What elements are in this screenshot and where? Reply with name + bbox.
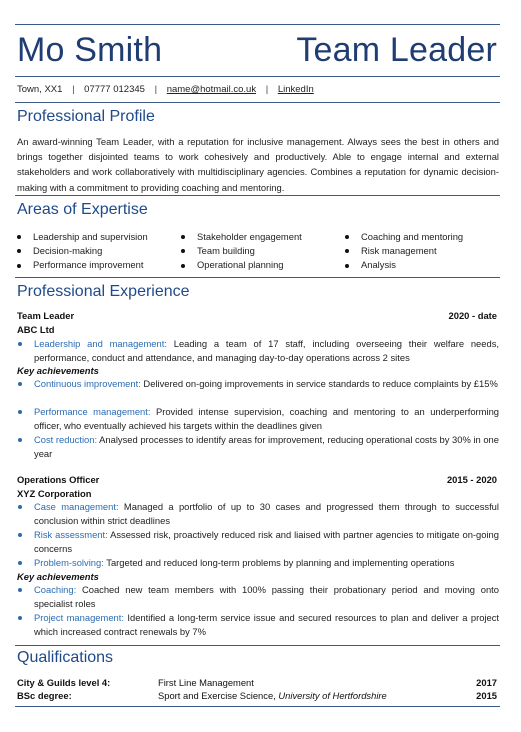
job-title: Team Leader [296,31,497,69]
bullet-icon [345,235,349,239]
duty-item [17,500,499,528]
expertise-column [345,230,463,273]
job-role: Team Leader [17,310,75,321]
bullet-icon [18,616,22,620]
divider [15,24,500,25]
job-header [17,310,497,321]
email-link[interactable]: name@hotmail.co.uk [166,84,257,95]
expertise-column [17,230,181,273]
linkedin-link[interactable]: LinkedIn [277,84,314,95]
achievement-item [17,611,499,639]
bullet-icon [18,410,22,414]
bullet-icon [345,264,349,268]
bullet-icon [345,249,349,253]
divider [15,645,500,646]
qualification-year: 2017 [476,677,497,688]
key-achievements-label: Key achievements [17,571,99,582]
bullet-icon [18,505,22,509]
expertise-label: Coaching and mentoring [361,231,464,242]
expertise-label: Decision-making [33,245,103,257]
expertise-label: Stakeholder engagement [197,231,302,242]
expertise-list [17,230,497,273]
divider [15,102,500,103]
expertise-label: Leadership and supervision [33,231,148,242]
achievement-label: Project management: [34,612,124,623]
expertise-item [181,258,345,272]
section-heading-experience: Professional Experience [17,283,190,300]
achievement-label: Performance management: [34,406,151,417]
contact-phone: 07777 012345 [84,84,145,95]
achievement-item [17,405,499,433]
section-heading-qualifications: Qualifications [17,649,114,666]
bullet-icon [18,588,22,592]
job-dates: 2020 - date [448,310,497,321]
qualification-year: 2015 [476,690,497,701]
expertise-item [345,230,463,244]
name-row [17,30,497,70]
duty-label: Risk assessment: [34,529,108,540]
achievement-item [17,583,499,611]
expertise-item [17,258,181,272]
duty-item [17,337,499,365]
duty-label: Leadership and management: [34,338,167,349]
duty-text: Leading a team of 17 staff, including overseeing their welfare needs, performance, conduct and attendance, and managing day-to-day operations across 2 sites [34,338,499,364]
divider [15,76,500,77]
qualification-name: BSc degree: [17,690,72,701]
section-heading-profile: Professional Profile [17,108,155,125]
duty-label: Problem-solving: [34,557,104,568]
expertise-item [181,230,345,244]
achievement-item [17,433,499,461]
duty-item [17,556,499,570]
expertise-item [17,230,181,244]
expertise-item [345,244,463,258]
job-employer: XYZ Corporation [17,488,92,499]
divider [15,706,500,707]
duty-text: Targeted and reduced long-term problems by planning and implementing operations [103,557,455,568]
section-heading-expertise: Areas of Expertise [17,201,148,218]
bullet-icon [17,264,21,268]
expertise-item [345,258,463,272]
expertise-item [181,244,345,258]
job-dates: 2015 - 2020 [446,474,497,485]
duty-text: Assessed risk, proactively reduced risk and liaised with partner agencies to mitigate on-going concerns [34,529,499,555]
expertise-item [17,244,181,258]
bullet-icon [17,249,21,253]
job-header [17,474,497,485]
qualification-detail: First Line Management [158,677,254,688]
achievement-item [17,377,499,391]
duty-item [17,528,499,556]
bullet-icon [17,235,21,239]
job-role: Operations Officer [17,474,100,485]
separator: | [72,84,75,95]
separator: | [265,84,269,95]
achievement-label: Continuous improvement: [34,378,141,389]
bullet-icon [18,382,22,386]
contact-line [17,84,314,95]
bullet-icon [181,249,185,253]
achievement-text: Provided intense supervision, coaching and mentoring to an underperforming officer, who eventually achieved his targets within the deadlines given [34,406,499,432]
expertise-label: Operational planning [197,259,284,271]
bullet-icon [181,264,185,268]
key-achievements-label: Key achievements [17,365,99,376]
achievement-text: Identified a long-term service issue and secured resources to plan and deliver a project which increased contract renewals by 7% [34,612,499,638]
duty-label: Case management: [34,501,119,512]
expertise-column [181,230,345,273]
divider [15,195,500,196]
separator: | [154,84,158,95]
bullet-icon [18,438,22,442]
bullet-icon [18,342,22,346]
bullet-icon [18,533,22,537]
expertise-label: Risk management [361,245,437,257]
duty-text: Managed a portfolio of up to 30 cases and progressed them through to successful conclusion within strict deadlines [34,501,499,527]
divider [15,277,500,278]
qualification-detail: Sport and Exercise Science, University of Hertfordshire [158,690,387,701]
achievement-text: Analysed processes to identify areas for improvement, reducing operational costs by 30% in one year [34,434,499,460]
achievement-label: Coaching: [34,584,77,595]
candidate-name: Mo Smith [17,31,163,69]
expertise-label: Performance improvement [33,259,144,271]
bullet-icon [18,561,22,565]
qualification-name: City & Guilds level 4: [17,677,111,688]
achievement-text: Coached new team members with 100% passing their probationary period and moving onto specialist roles [34,584,499,610]
achievement-text: Delivered on-going improvements in service standards to reduce complaints by £15% [140,378,498,389]
profile-text: An award-winning Team Leader, with a reputation for inclusive management. Always sees the best in others and brings together disjointed teams to work cohesively and productively. Able to engage internal and external stakeholders and work collaboratively with multidisciplinary agencies. Combines a reputation for dynamic decision-making with a commitment to providing coaching and mentoring. [17,136,499,193]
contact-location: Town, XX1 [17,84,63,95]
qualification-institution: University of Hertfordshire [278,690,387,701]
bullet-icon [181,235,185,239]
expertise-label: Analysis [361,259,396,271]
job-employer: ABC Ltd [17,324,55,335]
expertise-label: Team building [197,245,255,257]
achievement-label: Cost reduction: [34,434,98,445]
